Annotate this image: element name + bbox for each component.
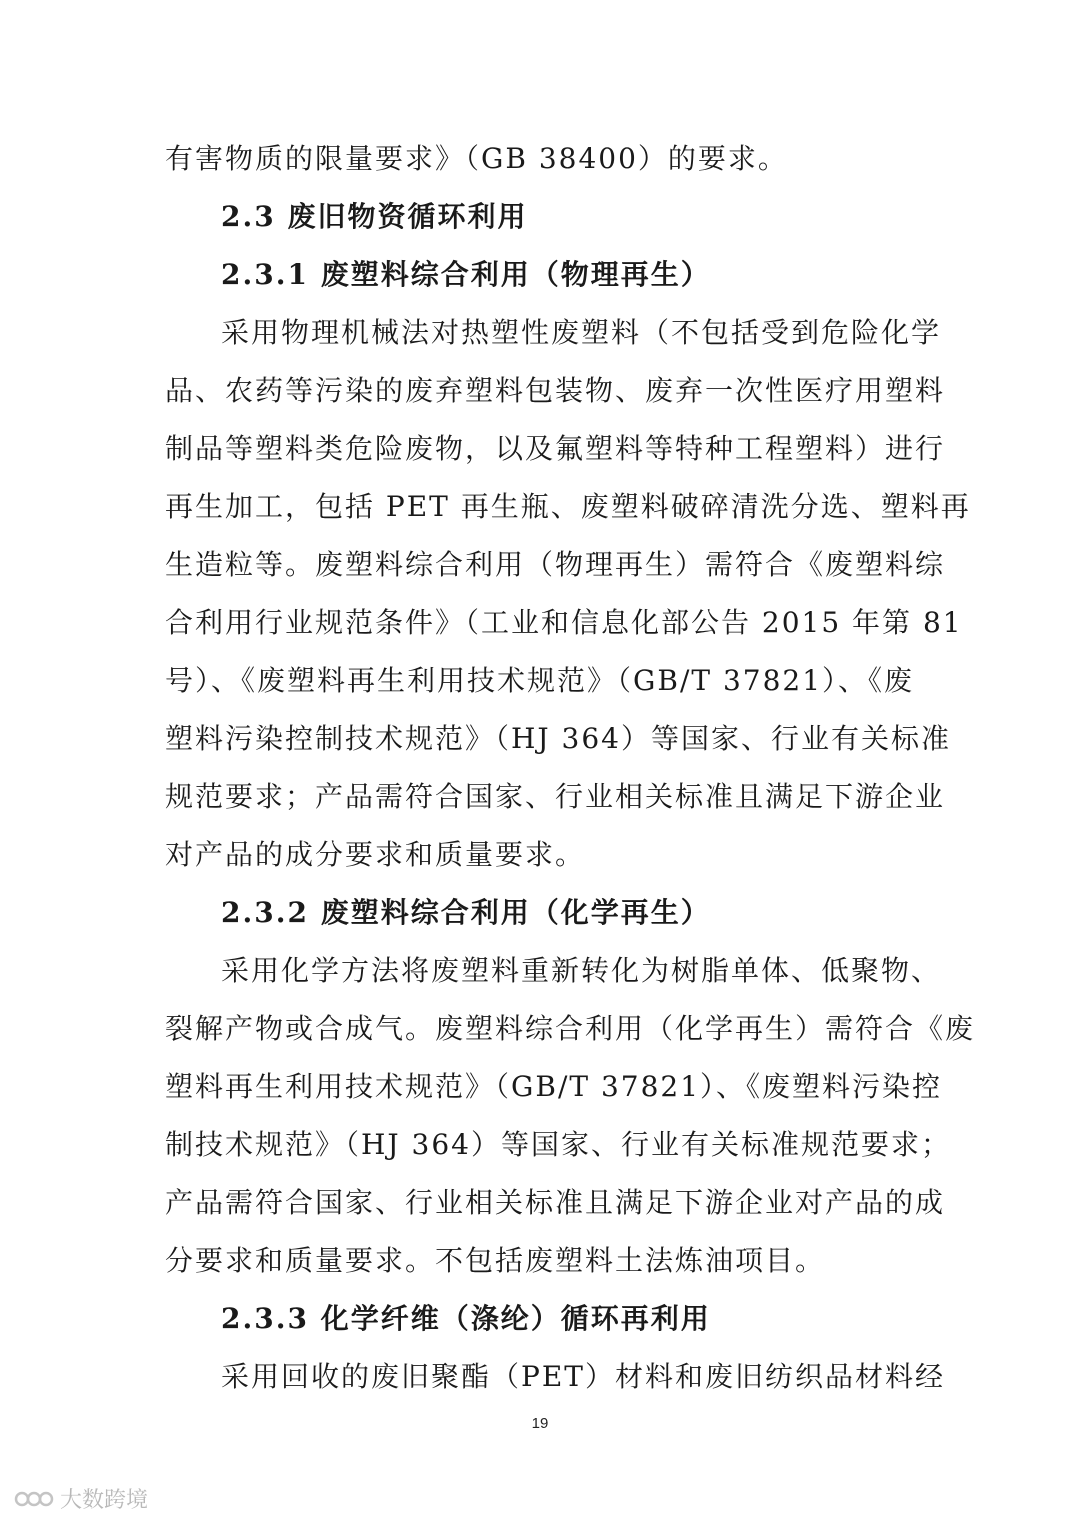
section-heading-2-3-2: 2.3.2 废塑料综合利用（化学再生）: [221, 896, 711, 929]
paragraph-line: 塑料再生利用技术规范》（GB/T 37821）、《废塑料污染控: [165, 1070, 943, 1103]
paragraph-line: 裂解产物或合成气。废塑料综合利用（化学再生）需符合《废: [165, 1012, 976, 1045]
section-heading-2-3-3: 2.3.3 化学纤维（涤纶）循环再利用: [221, 1302, 711, 1335]
paragraph-line: 采用回收的废旧聚酯（PET）材料和废旧纺织品材料经: [221, 1360, 945, 1393]
paragraph-line: 采用物理机械法对热塑性废塑料（不包括受到危险化学: [221, 316, 942, 349]
paragraph-line: 品、农药等污染的废弃塑料包装物、废弃一次性医疗用塑料: [165, 374, 946, 407]
section-heading-2-3-1: 2.3.1 废塑料综合利用（物理再生）: [221, 258, 711, 291]
page-content: [165, 130, 976, 1406]
paragraph-line: 对产品的成分要求和质量要求。: [165, 838, 586, 871]
paragraph-line: 有害物质的限量要求》（GB 38400）的要求。: [165, 142, 788, 175]
paragraph-line: 合利用行业规范条件》（工业和信息化部公告 2015 年第 81: [165, 606, 963, 639]
paragraph-line: 号）、《废塑料再生利用技术规范》（GB/T 37821）、《废: [165, 664, 915, 697]
page-number: 19: [531, 1415, 549, 1432]
watermark-text: 大数跨境: [60, 1488, 149, 1513]
paragraph-line: 塑料污染控制技术规范》（HJ 364）等国家、行业有关标准: [165, 722, 951, 755]
paragraph-line: 规范要求；产品需符合国家、行业相关标准且满足下游企业: [165, 780, 946, 813]
section-heading-2-3: 2.3 废旧物资循环利用: [221, 200, 528, 233]
watermark: [14, 1483, 148, 1514]
paragraph-line: 采用化学方法将废塑料重新转化为树脂单体、低聚物、: [221, 954, 942, 987]
paragraph-line: 产品需符合国家、行业相关标准且满足下游企业对产品的成: [165, 1186, 946, 1219]
paragraph-line: 制品等塑料类危险废物，以及氟塑料等特种工程塑料）进行: [165, 432, 946, 465]
paragraph-line: 生造粒等。废塑料综合利用（物理再生）需符合《废塑料综: [165, 548, 946, 581]
watermark-logo-icon: [14, 1486, 54, 1512]
paragraph-line: 分要求和质量要求。不包括废塑料土法炼油项目。: [165, 1244, 826, 1277]
paragraph-line: 再生加工，包括 PET 再生瓶、废塑料破碎清洗分选、塑料再: [165, 490, 971, 523]
paragraph-line: 制技术规范》（HJ 364）等国家、行业有关标准规范要求；: [165, 1128, 951, 1161]
